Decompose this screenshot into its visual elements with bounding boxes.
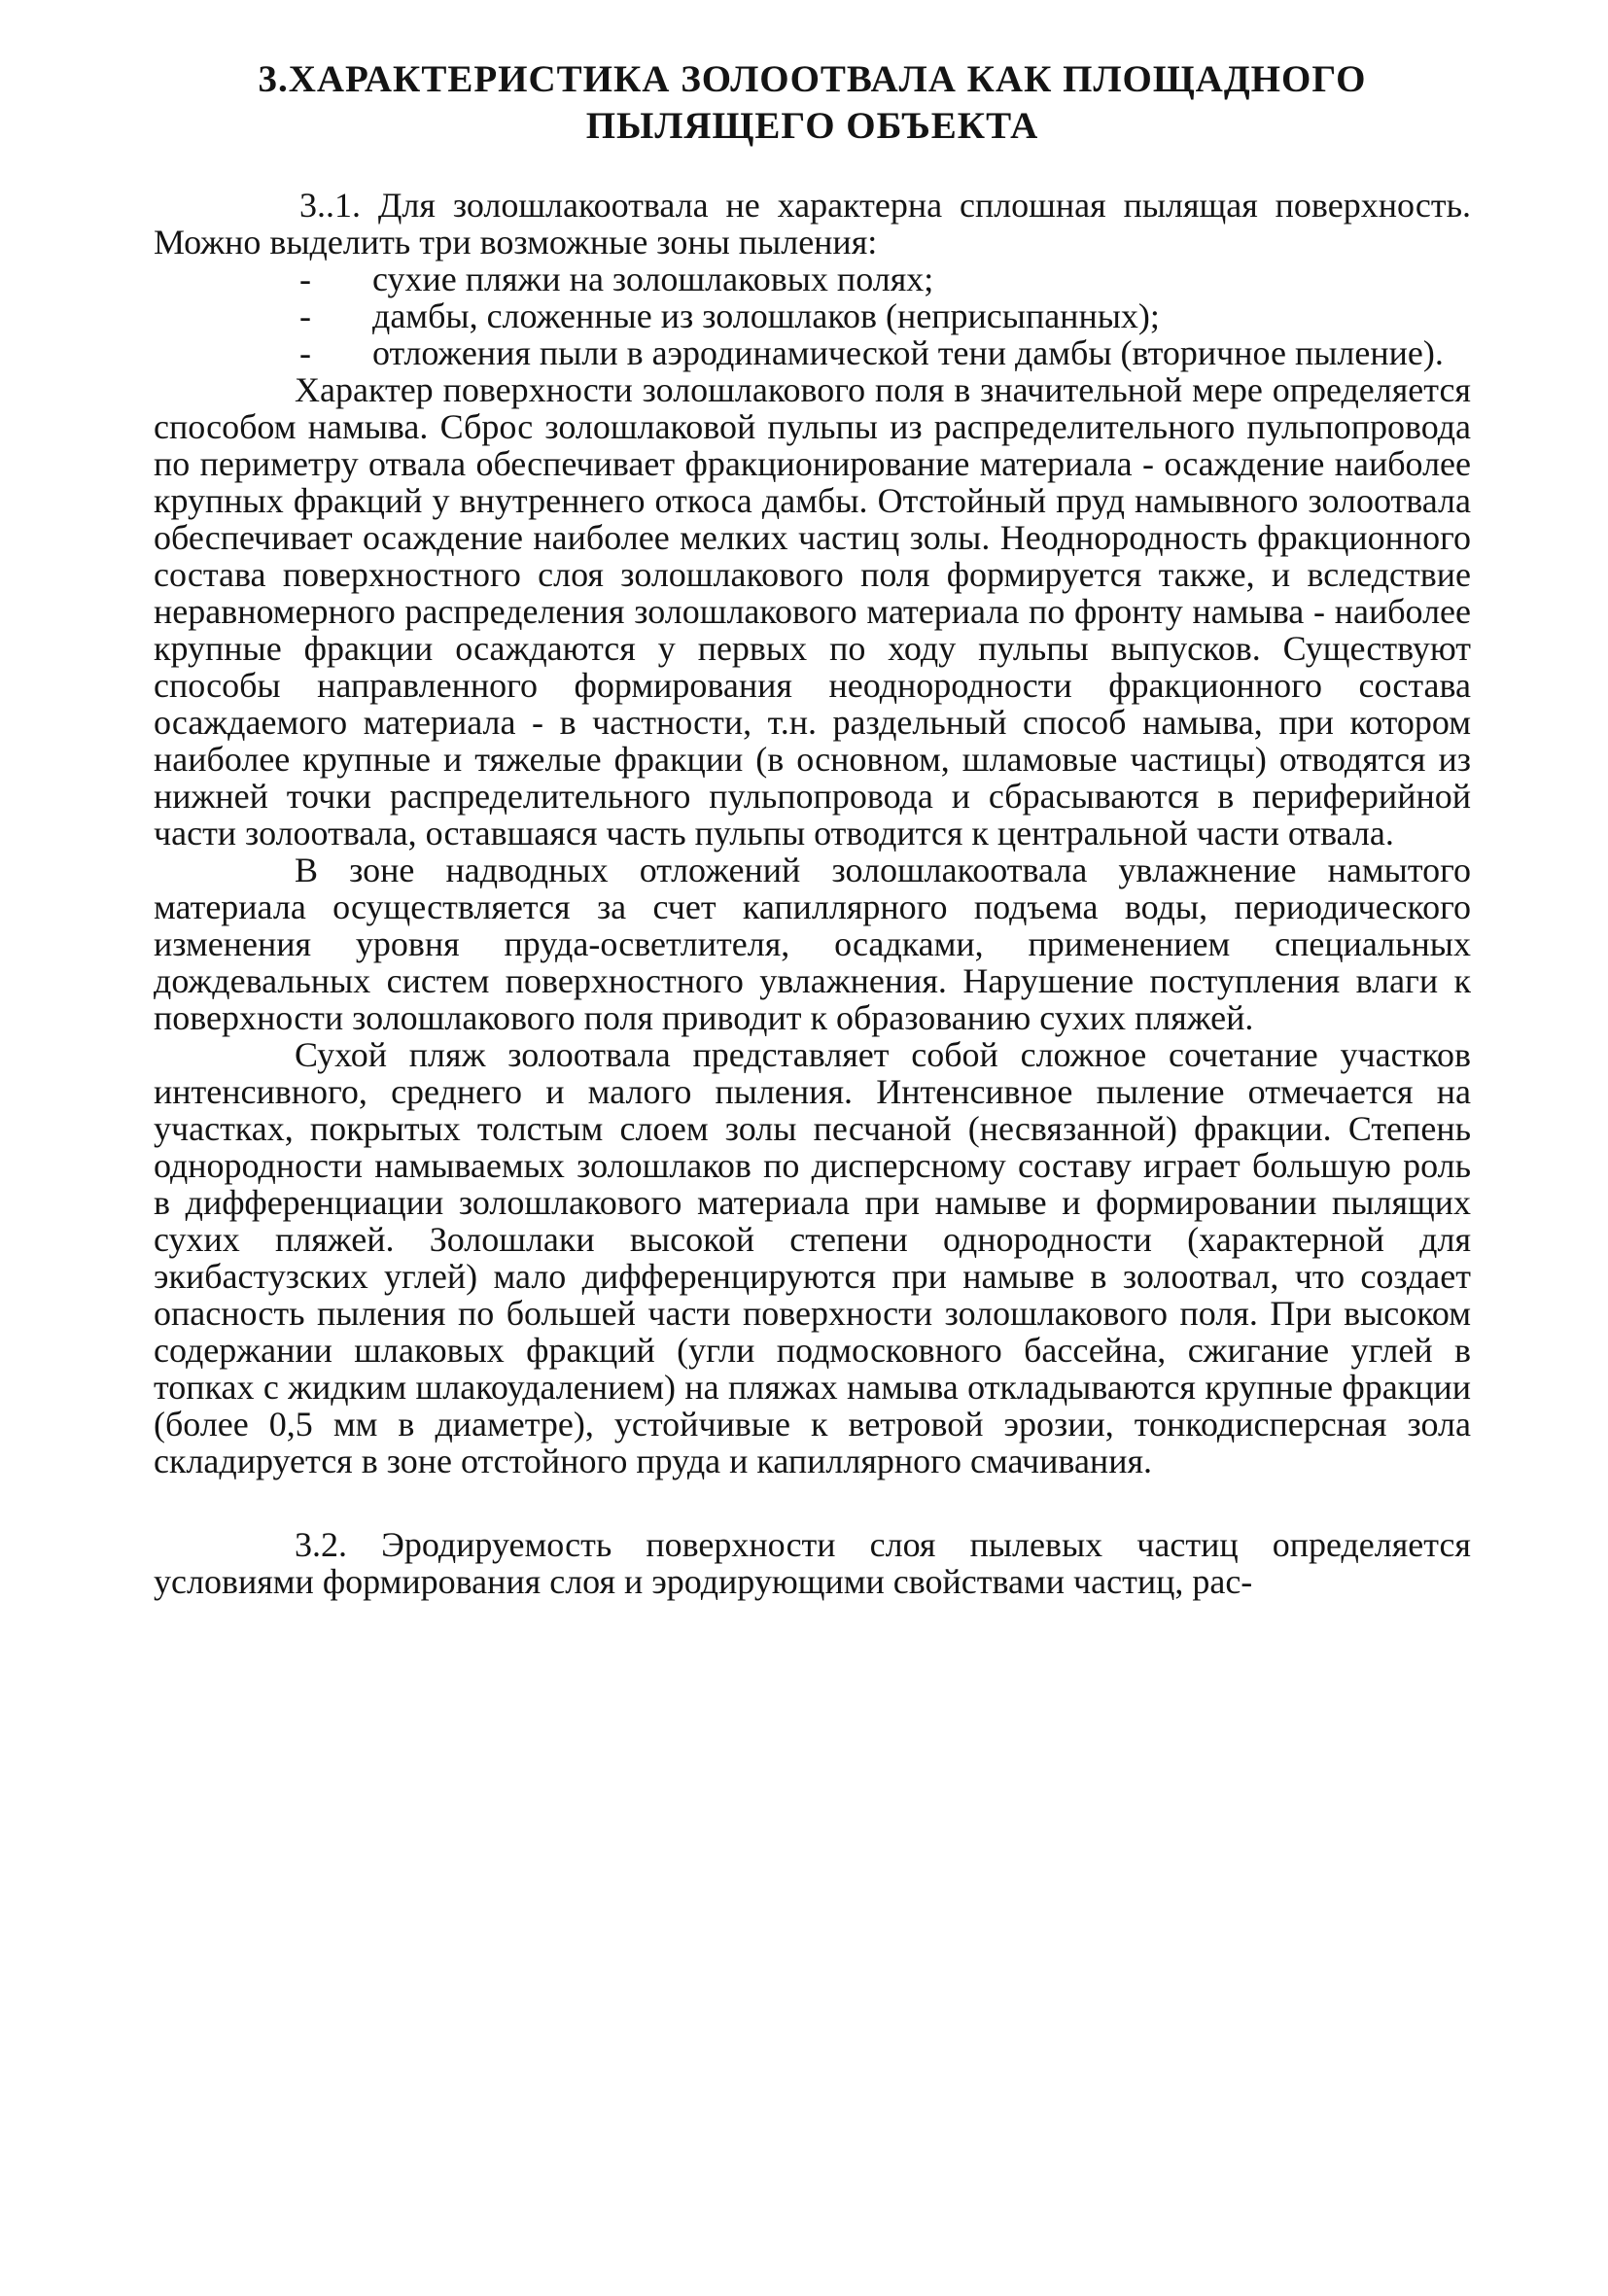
list-item [154,297,1471,334]
document-page [154,56,1471,1600]
section-3-1-intro: 3..1. Для золошлакоотвала не характерна сплошная пылящая поверхность. Можно выделить три возможные зоны пыления: [154,186,1471,261]
section-heading [154,56,1471,150]
heading-line-2: ПЫЛЯЩЕГО ОБЪЕКТА [585,105,1039,147]
paragraph-moistening: В зоне надводных отложений золошлакоотвала увлажнение намытого материала осуществляется за счет капиллярного подъема воды, периодического изменения уровня пруда-осветлителя, осадками, применением специальных дождевальных систем поверхностного увлажнения. Нарушение поступления влаги к поверхности золошлакового поля приводит к образованию сухих пляжей. [154,851,1471,1037]
heading-line-1: 3.ХАРАКТЕРИСТИКА ЗОЛООТВАЛА КАК ПЛОЩАДНОГО [258,58,1367,100]
list-item [154,334,1471,371]
list-item-text: отложения пыли в аэродинамической тени дамбы (вторичное пыление). [372,333,1444,372]
list-item-text: сухие пляжи на золошлаковых полях; [372,260,934,298]
dust-zones-list [154,261,1471,371]
list-dash: - [299,333,311,372]
paragraph-surface-character: Характер поверхности золошлакового поля в значительной мере определяется способом намыва. Сброс золошлаковой пульпы из распределительного пульпопровода по периметру отвала обеспечивает фракционирование материала - осаждение наиболее крупных фракций у внутреннего откоса дамбы. Отстойный пруд намывного золоотвала обеспечивает осаждение наиболее мелких частиц золы. Неоднородность фракционного состава поверхностного слоя золошлакового поля формируется также, и вследствие неравномерного распределения золошлакового материала по фронту намыва - наиболее крупные фракции осаждаются у первых по ходу пульпы выпусков. Существуют способы направленного формирования неоднородности фракционного состава осаждаемого материала - в частности, т.н. раздельный способ намыва, при котором наиболее крупные и тяжелые фракции (в основном, шламовые частицы) отводятся из нижней точки распределительного пульпопровода и сбрасываются в периферийной части золоотвала, оставшаяся часть пульпы отводится к центральной части отвала. [154,370,1471,852]
paragraph-dry-beach: Сухой пляж золоотвала представляет собой сложное сочетание участков интенсивного, среднего и малого пыления. Интенсивное пыление отмечается на участках, покрытых толстым слоем золы песчаной (несвязанной) фракции. Степень однородности намываемых золошлаков по дисперсному составу играет большую роль в дифференциации золошлакового материала при намыве и формировании пылящих сухих пляжей. Золошлаки высокой степени однородности (характерной для экибастузских углей) мало дифференцируются при намыве в золоотвал, что создает опасность пыления по большей части поверхности золошлакового поля. При высоком содержании шлаковых фракций (угли подмосковного бассейна, сжигание углей в топках с жидким шлакоудалением) на пляжах намыва откладываются крупные фракции (более 0,5 мм в диаметре), устойчивые к ветровой эрозии, тонкодисперсная зола складируется в зоне отстойного пруда и капиллярного смачивания. [154,1035,1471,1480]
list-item [154,261,1471,297]
list-item-text: дамбы, сложенные из золошлаков (неприсыпанных); [372,296,1160,335]
list-dash: - [299,296,311,335]
section-gap [154,1479,1471,1526]
section-3-2-paragraph: 3.2. Эродируемость поверхности слоя пылевых частиц определяется условиями формирования слоя и эродирующими свойствами частиц, рас- [154,1525,1471,1601]
list-dash: - [299,260,311,298]
